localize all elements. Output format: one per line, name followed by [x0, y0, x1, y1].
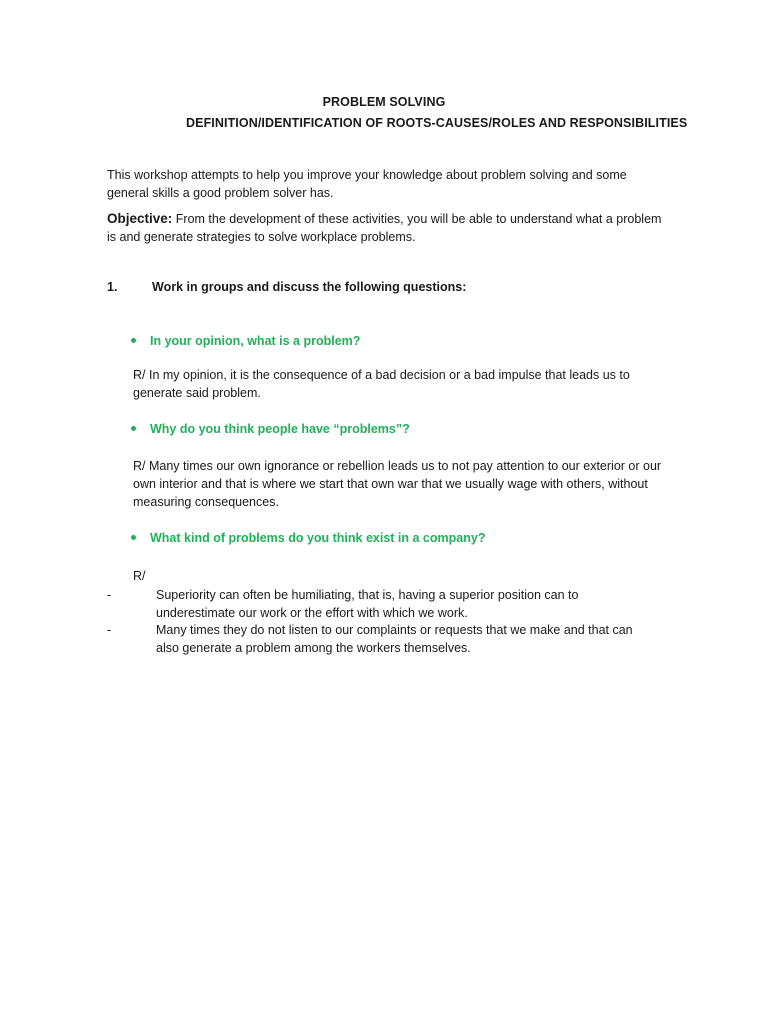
bullet-dot-icon — [131, 535, 136, 540]
dash-marker: - — [107, 623, 112, 637]
intro-paragraph: This workshop attempts to help you improve your knowledge about problem solving and some general skills a good problem solver has. — [107, 168, 627, 200]
dash-marker: - — [107, 588, 112, 602]
document-subtitle: DEFINITION/IDENTIFICATION OF ROOTS-CAUSES/ROLES AND RESPONSIBILITIES — [186, 116, 688, 130]
bullet-question-text: Why do you think people have “problems”? — [150, 422, 410, 436]
list-item-text: Superiority can often be humiliating, that is, having a superior position can to underestimate our work or the effort with which we work. — [156, 588, 579, 620]
objective-label: Objective: — [107, 211, 173, 226]
bullet-question-2 — [131, 420, 410, 438]
question-text: Work in groups and discuss the following questions: — [152, 280, 467, 294]
answer-3: R/ — [133, 569, 146, 583]
list-item-text: Many times they do not listen to our complaints or requests that we make and that can also generate a problem among the workers themselves. — [156, 623, 633, 655]
question-number: 1. — [107, 280, 118, 294]
bullet-question-1 — [131, 332, 360, 350]
bullet-question-text: In your opinion, what is a problem? — [150, 334, 361, 348]
document-title: PROBLEM SOLVING — [322, 95, 446, 109]
objective-paragraph — [107, 210, 667, 246]
objective-text: From the development of these activities, you will be able to understand what a problem is and generate strategies to solve workplace problems. — [107, 212, 662, 244]
bullet-dot-icon — [131, 338, 136, 343]
answer-2: R/ Many times our own ignorance or rebellion leads us to not pay attention to our exterior or our own interior and that is where we start that own war that we usually wage with others, without measuring consequences. — [133, 459, 662, 509]
bullet-question-text: What kind of problems do you think exist in a company? — [150, 531, 486, 545]
answer-1: R/ In my opinion, it is the consequence of a bad decision or a bad impulse that leads us to generate said problem. — [133, 368, 630, 400]
bullet-question-3 — [131, 529, 485, 547]
bullet-dot-icon — [131, 426, 136, 431]
